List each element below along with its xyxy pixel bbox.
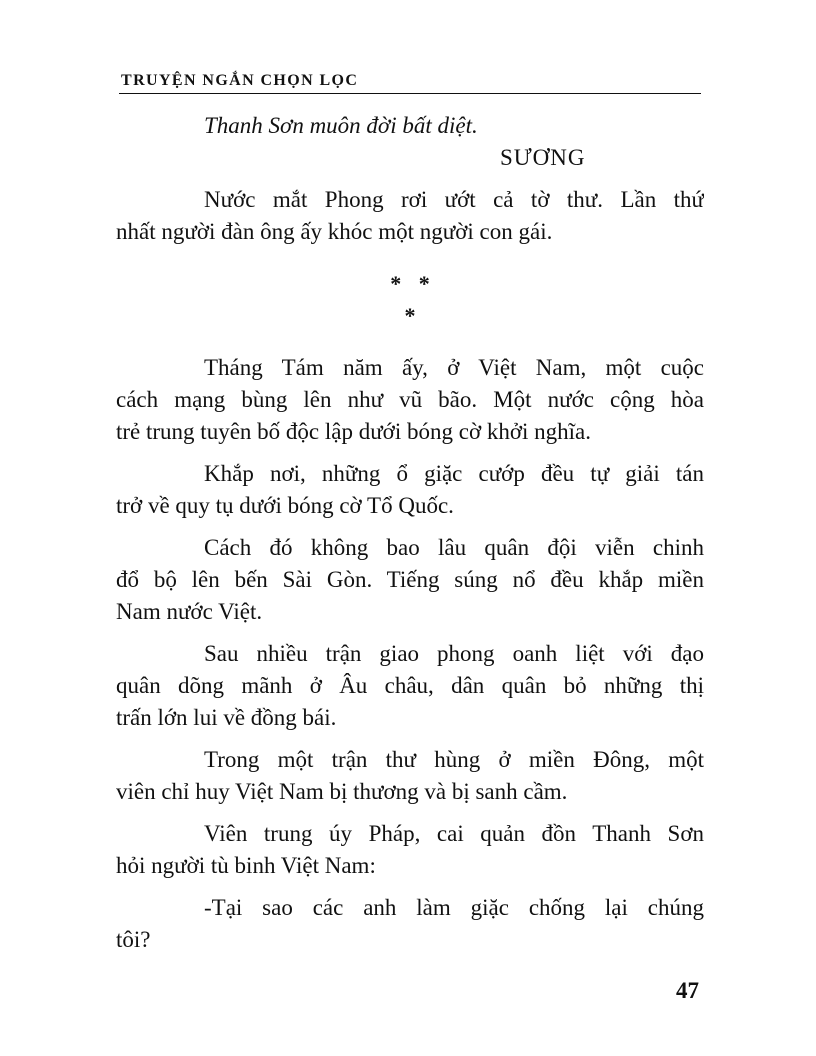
paragraph-line: nhất người đàn ông ấy khóc một người con gái. (116, 219, 553, 244)
paragraph-gap (116, 808, 704, 818)
separator-gap (116, 342, 704, 352)
page-number: 47 (676, 978, 699, 1003)
paragraph-line: Tháng Tám năm ấy, ở Việt Nam, một cuộc (204, 355, 704, 380)
paragraph-line: hỏi người tù binh Việt Nam: (116, 853, 376, 878)
paragraph-line: trấn lớn lui về đồng bái. (116, 705, 337, 730)
separator-gap (116, 258, 704, 268)
paragraph-gap (116, 448, 704, 458)
header-rule (119, 93, 701, 94)
body-text (116, 110, 704, 956)
separator-stars-bottom: * (404, 303, 422, 328)
paragraph-line: -Tại sao các anh làm giặc chống lại chúng (204, 895, 704, 920)
paragraph-gap (116, 734, 704, 744)
paragraph-gap (116, 628, 704, 638)
paragraph-line: tôi? (116, 927, 151, 952)
paragraph-line: Cách đó không bao lâu quân đội viễn chinh (204, 535, 704, 560)
paragraph-6 (116, 744, 704, 808)
closing-line: Thanh Sơn muôn đời bất diệt. (204, 113, 478, 138)
section-separator (116, 268, 704, 332)
separator-stars-top: * * (390, 271, 436, 296)
paragraph-gap (116, 174, 704, 184)
paragraph-line: Nước mắt Phong rơi ướt cả tờ thư. Lần thứ (204, 187, 704, 212)
paragraph-line: Khắp nơi, những ổ giặc cướp đều tự giải tán (204, 461, 704, 486)
paragraph-7 (116, 818, 704, 882)
running-header: TRUYỆN NGẮN CHỌN LỌC (121, 72, 359, 89)
paragraph-line: viên chỉ huy Việt Nam bị thương và bị sanh cầm. (116, 779, 568, 804)
paragraph-4 (116, 532, 704, 628)
paragraph-gap (116, 882, 704, 892)
paragraph-line: trẻ trung tuyên bố độc lập dưới bóng cờ khởi nghĩa. (116, 419, 592, 444)
paragraph-line: Sau nhiều trận giao phong oanh liệt với đạo (204, 641, 704, 666)
paragraph-1 (116, 184, 704, 248)
paragraph-line: đổ bộ lên bến Sài Gòn. Tiếng súng nổ đều khắp miền (116, 567, 704, 592)
separator-gap (116, 332, 704, 342)
paragraph-line: quân dõng mãnh ở Âu châu, dân quân bỏ những thị (116, 673, 704, 698)
separator-gap (116, 248, 704, 258)
paragraph-line: Trong một trận thư hùng ở miền Đông, một (204, 747, 704, 772)
paragraph-line: Nam nước Việt. (116, 599, 263, 624)
paragraph-line: trở về quy tụ dưới bóng cờ Tổ Quốc. (116, 493, 454, 518)
signature: SƯƠNG (500, 145, 586, 170)
paragraph-line: cách mạng bùng lên như vũ bão. Một nước cộng hòa (116, 387, 704, 412)
paragraph-8 (116, 892, 704, 956)
paragraph-3 (116, 458, 704, 522)
paragraph-5 (116, 638, 704, 734)
paragraph-gap (116, 522, 704, 532)
paragraph-line: Viên trung úy Pháp, cai quản đồn Thanh Sơn (204, 821, 704, 846)
paragraph-2 (116, 352, 704, 448)
